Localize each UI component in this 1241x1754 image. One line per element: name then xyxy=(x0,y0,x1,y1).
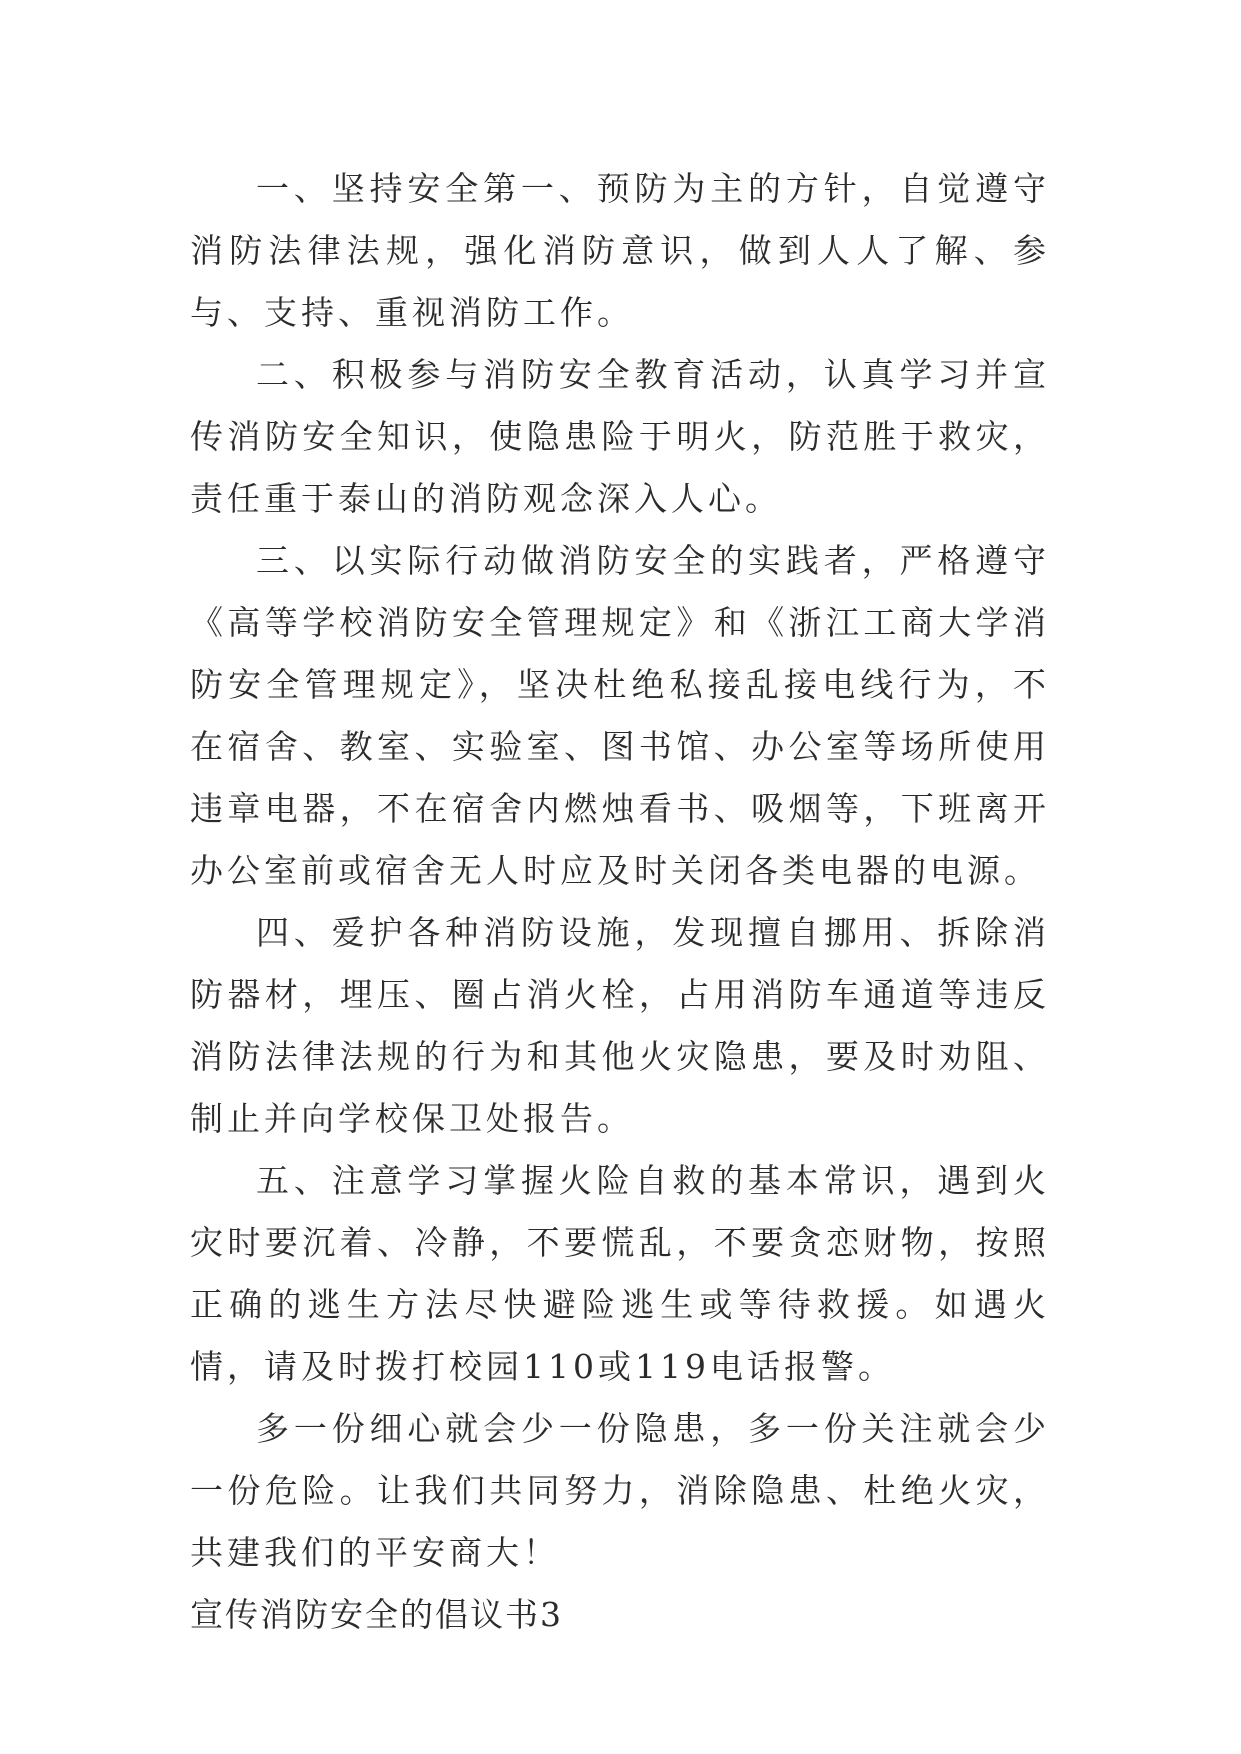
document-body xyxy=(190,158,1050,1646)
paragraph-5: 五、注意学习掌握火险自救的基本常识，遇到火灾时要沉着、冷静，不要慌乱，不要贪恋财物，按照正确的逃生方法尽快避险逃生或等待救援。如遇火情，请及时拨打校园110或119电话报警。 xyxy=(190,1161,1050,1386)
next-section-heading: 宣传消防安全的倡议书3 xyxy=(190,1595,563,1634)
paragraph-1: 一、坚持安全第一、预防为主的方针，自觉遵守消防法律法规，强化消防意识，做到人人了解、参与、支持、重视消防工作。 xyxy=(190,169,1050,332)
paragraph-3: 三、以实际行动做消防安全的实践者，严格遵守《高等学校消防安全管理规定》和《浙江工商大学消防安全管理规定》，坚决杜绝私接乱接电线行为，不在宿舍、教室、实验室、图书馆、办公室等场所使用违章电器，不在宿舍内燃烛看书、吸烟等，下班离开办公室前或宿舍无人时应及时关闭各类电器的电源。 xyxy=(190,541,1050,890)
paragraph-4: 四、爱护各种消防设施，发现擅自挪用、拆除消防器材，埋压、圈占消火栓，占用消防车通道等违反消防法律法规的行为和其他火灾隐患，要及时劝阻、制止并向学校保卫处报告。 xyxy=(190,913,1050,1138)
paragraph-6: 多一份细心就会少一份隐患，多一份关注就会少一份危险。让我们共同努力，消除隐患、杜绝火灾，共建我们的平安商大！ xyxy=(190,1409,1050,1572)
paragraph-2: 二、积极参与消防安全教育活动，认真学习并宣传消防安全知识，使隐患险于明火，防范胜于救灾，责任重于泰山的消防观念深入人心。 xyxy=(190,355,1050,518)
